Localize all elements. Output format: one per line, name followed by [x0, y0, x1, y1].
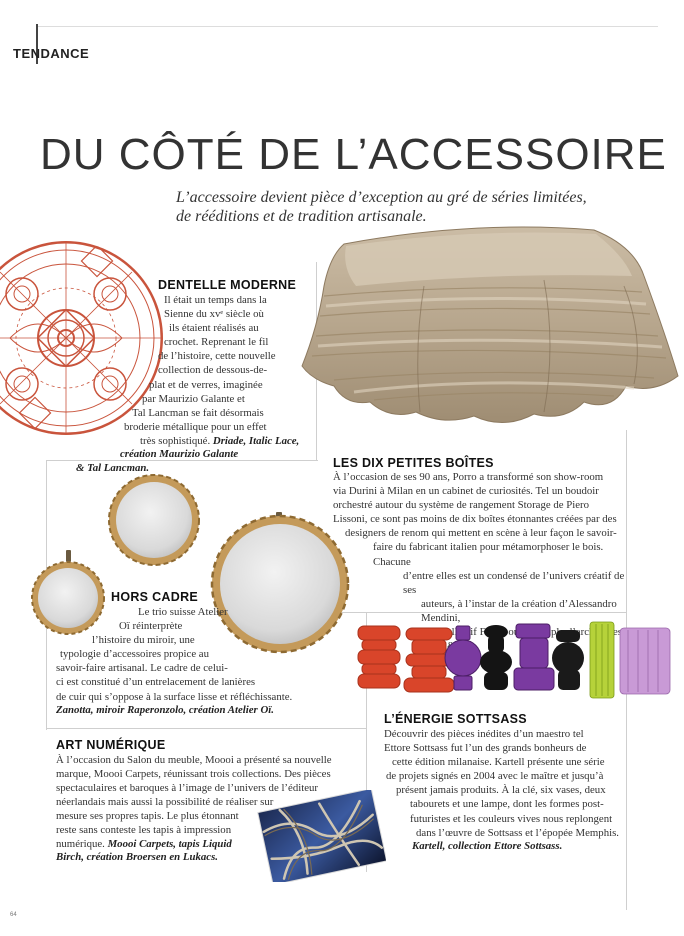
numerique-line: spectaculaires et baroques à l’image de l’univers de l’éditeur — [56, 782, 319, 795]
cadre-line: typologie d’accessoires propice au — [60, 648, 210, 661]
dentelle-credit-2: création Maurizio Galante — [120, 448, 239, 460]
cadre-line: de cuir qui s’oppose à la surface lisse et réfléchissante. — [56, 690, 293, 703]
divider-h-mid — [46, 460, 318, 461]
boites-line: d’entre elles est un condensé de l’univers créatif de ses — [403, 569, 625, 596]
header-rule — [38, 26, 658, 27]
numerique-line: marque, Moooi Carpets, réunissant trois collections. Des pièces — [56, 768, 331, 781]
sottsass-line: de projets signés en 2004 avec le maître et jusqu’à — [386, 770, 604, 783]
dentelle-line: Tal Lancman se fait désormais — [132, 406, 264, 419]
dentelle-credit-1: Driade, Italic Lace, — [212, 435, 300, 447]
numerique-credit-1: Moooi Carpets, tapis Liquid — [107, 838, 232, 850]
lead-line-1: L’accessoire devient pièce d’exception au gré de séries limitées, — [176, 189, 587, 206]
sottsass-body — [376, 727, 626, 840]
cadre-line: savoir-faire artisanal. Le cadre de celui- — [56, 662, 228, 675]
cadre-line: l’histoire du miroir, une — [92, 634, 195, 647]
boites-line: designers de renom qui mettent en scène à leur façon le savoir- — [345, 527, 617, 540]
numerique-line: mesure ses propres tapis. Le plus étonnant — [56, 810, 239, 823]
dentelle-line: collection de dessous-de- — [158, 364, 268, 377]
numerique-credit-line — [56, 837, 232, 851]
dentelle-last-line: très sophistiqué. — [140, 435, 211, 447]
sottsass-line: tabourets et une lampe, dont les formes post- — [410, 798, 604, 811]
lead-line-2: de rééditions et de tradition artisanale. — [176, 208, 427, 225]
sottsass-line: Découvrir des pièces inédites d’un maestro tel — [384, 728, 584, 740]
boites-line: À l’occasion de ses 90 ans, Porro a transformé son show-room — [333, 471, 604, 483]
boites-line: ou — [508, 626, 520, 639]
boites-line: orchestré autour du système de rangement Storage de Piero — [333, 499, 590, 512]
dentelle-line: de l’histoire, cette nouvelle — [158, 350, 276, 363]
cadre-body — [56, 605, 318, 704]
dentelle-line: broderie métallique pour un effet — [124, 420, 267, 433]
numerique-credit-2: Birch, création Broersen en Lukacs. — [56, 851, 218, 863]
dentelle-line: plat et de verres, imaginée — [149, 378, 263, 391]
boites-line: auteurs, à l’instar de la création d’Alessandro Mendini, — [421, 597, 617, 624]
cadre-line: ci est constitué d’un entrelacement de lanières — [56, 676, 256, 689]
dentelle-line: Il était un temps dans la — [164, 294, 267, 306]
boites-line: via Durini à Milan en un cabinet de curiosités. Tel un boudoir — [333, 485, 599, 498]
section-label: TENDANCE — [13, 46, 90, 61]
dentelle-line: Sienne du xvᵉ siècle où — [164, 308, 264, 321]
wood-box-image — [294, 216, 684, 434]
sottsass-credit: Kartell, collection Ettore Sottsass. — [412, 840, 563, 852]
numerique-last-line: numérique. — [56, 838, 105, 850]
page-title: DU CÔTÉ DE L’ACCESSOIRE — [40, 130, 667, 179]
dentelle-body — [124, 293, 310, 434]
dentelle-heading: DENTELLE MODERNE — [158, 278, 297, 292]
cadre-line: Oï réinterprète — [119, 620, 183, 633]
boites-line: faire du fabricant italien pour métamorphoser le bois. Chacune — [373, 541, 604, 568]
cadre-line: Le trio suisse Atelier — [138, 606, 228, 618]
dentelle-line: par Maurizio Galante et — [142, 392, 245, 405]
cadre-heading: HORS CADRE — [111, 590, 199, 604]
dentelle-credit-line — [140, 434, 299, 448]
sottsass-line: présent jamais produits. À la clé, six vases, deux — [396, 784, 606, 797]
dentelle-credit-3: & Tal Lancman. — [76, 462, 150, 474]
numerique-line: À l’occasion du Salon du meuble, Moooi a présenté sa nouvelle — [56, 754, 332, 766]
sottsass-heading: L’ÉNERGIE SOTTSASS — [384, 712, 527, 726]
cadre-credit: Zanotta, miroir Raperonzolo, création Atelier Oï. — [56, 704, 274, 716]
sottsass-line: Ettore Sottsass fut l’un des grands bonheurs de — [384, 742, 587, 755]
dentelle-line: crochet. Reprenant le fil — [164, 336, 269, 349]
carpet-image — [256, 790, 386, 882]
numerique-line: néerlandais mais aussi la possibilité de réaliser sur — [56, 796, 274, 809]
boites-line: Lissoni, ce sont pas moins de dix boîtes étonnantes créées par des — [333, 513, 617, 526]
numerique-line: reste sans conteste les tapis à impression — [56, 824, 232, 837]
sottsass-vases-image — [354, 620, 676, 704]
boites-heading: LES DIX PETITES BOÎTES — [333, 456, 494, 470]
sottsass-line: futuristes et les couleurs vives nous replongent — [410, 812, 613, 825]
numerique-heading: ART NUMÉRIQUE — [56, 738, 166, 752]
sottsass-line: cette édition milanaise. Kartell présente une série — [392, 756, 605, 769]
page-folio: 64 — [10, 912, 17, 918]
sottsass-line: dans l’œuvre de Sottsass et l’épopée Memphis. — [416, 826, 620, 839]
divider-h-low — [46, 728, 366, 729]
dentelle-line: ils étaient réalisés au — [169, 322, 259, 335]
